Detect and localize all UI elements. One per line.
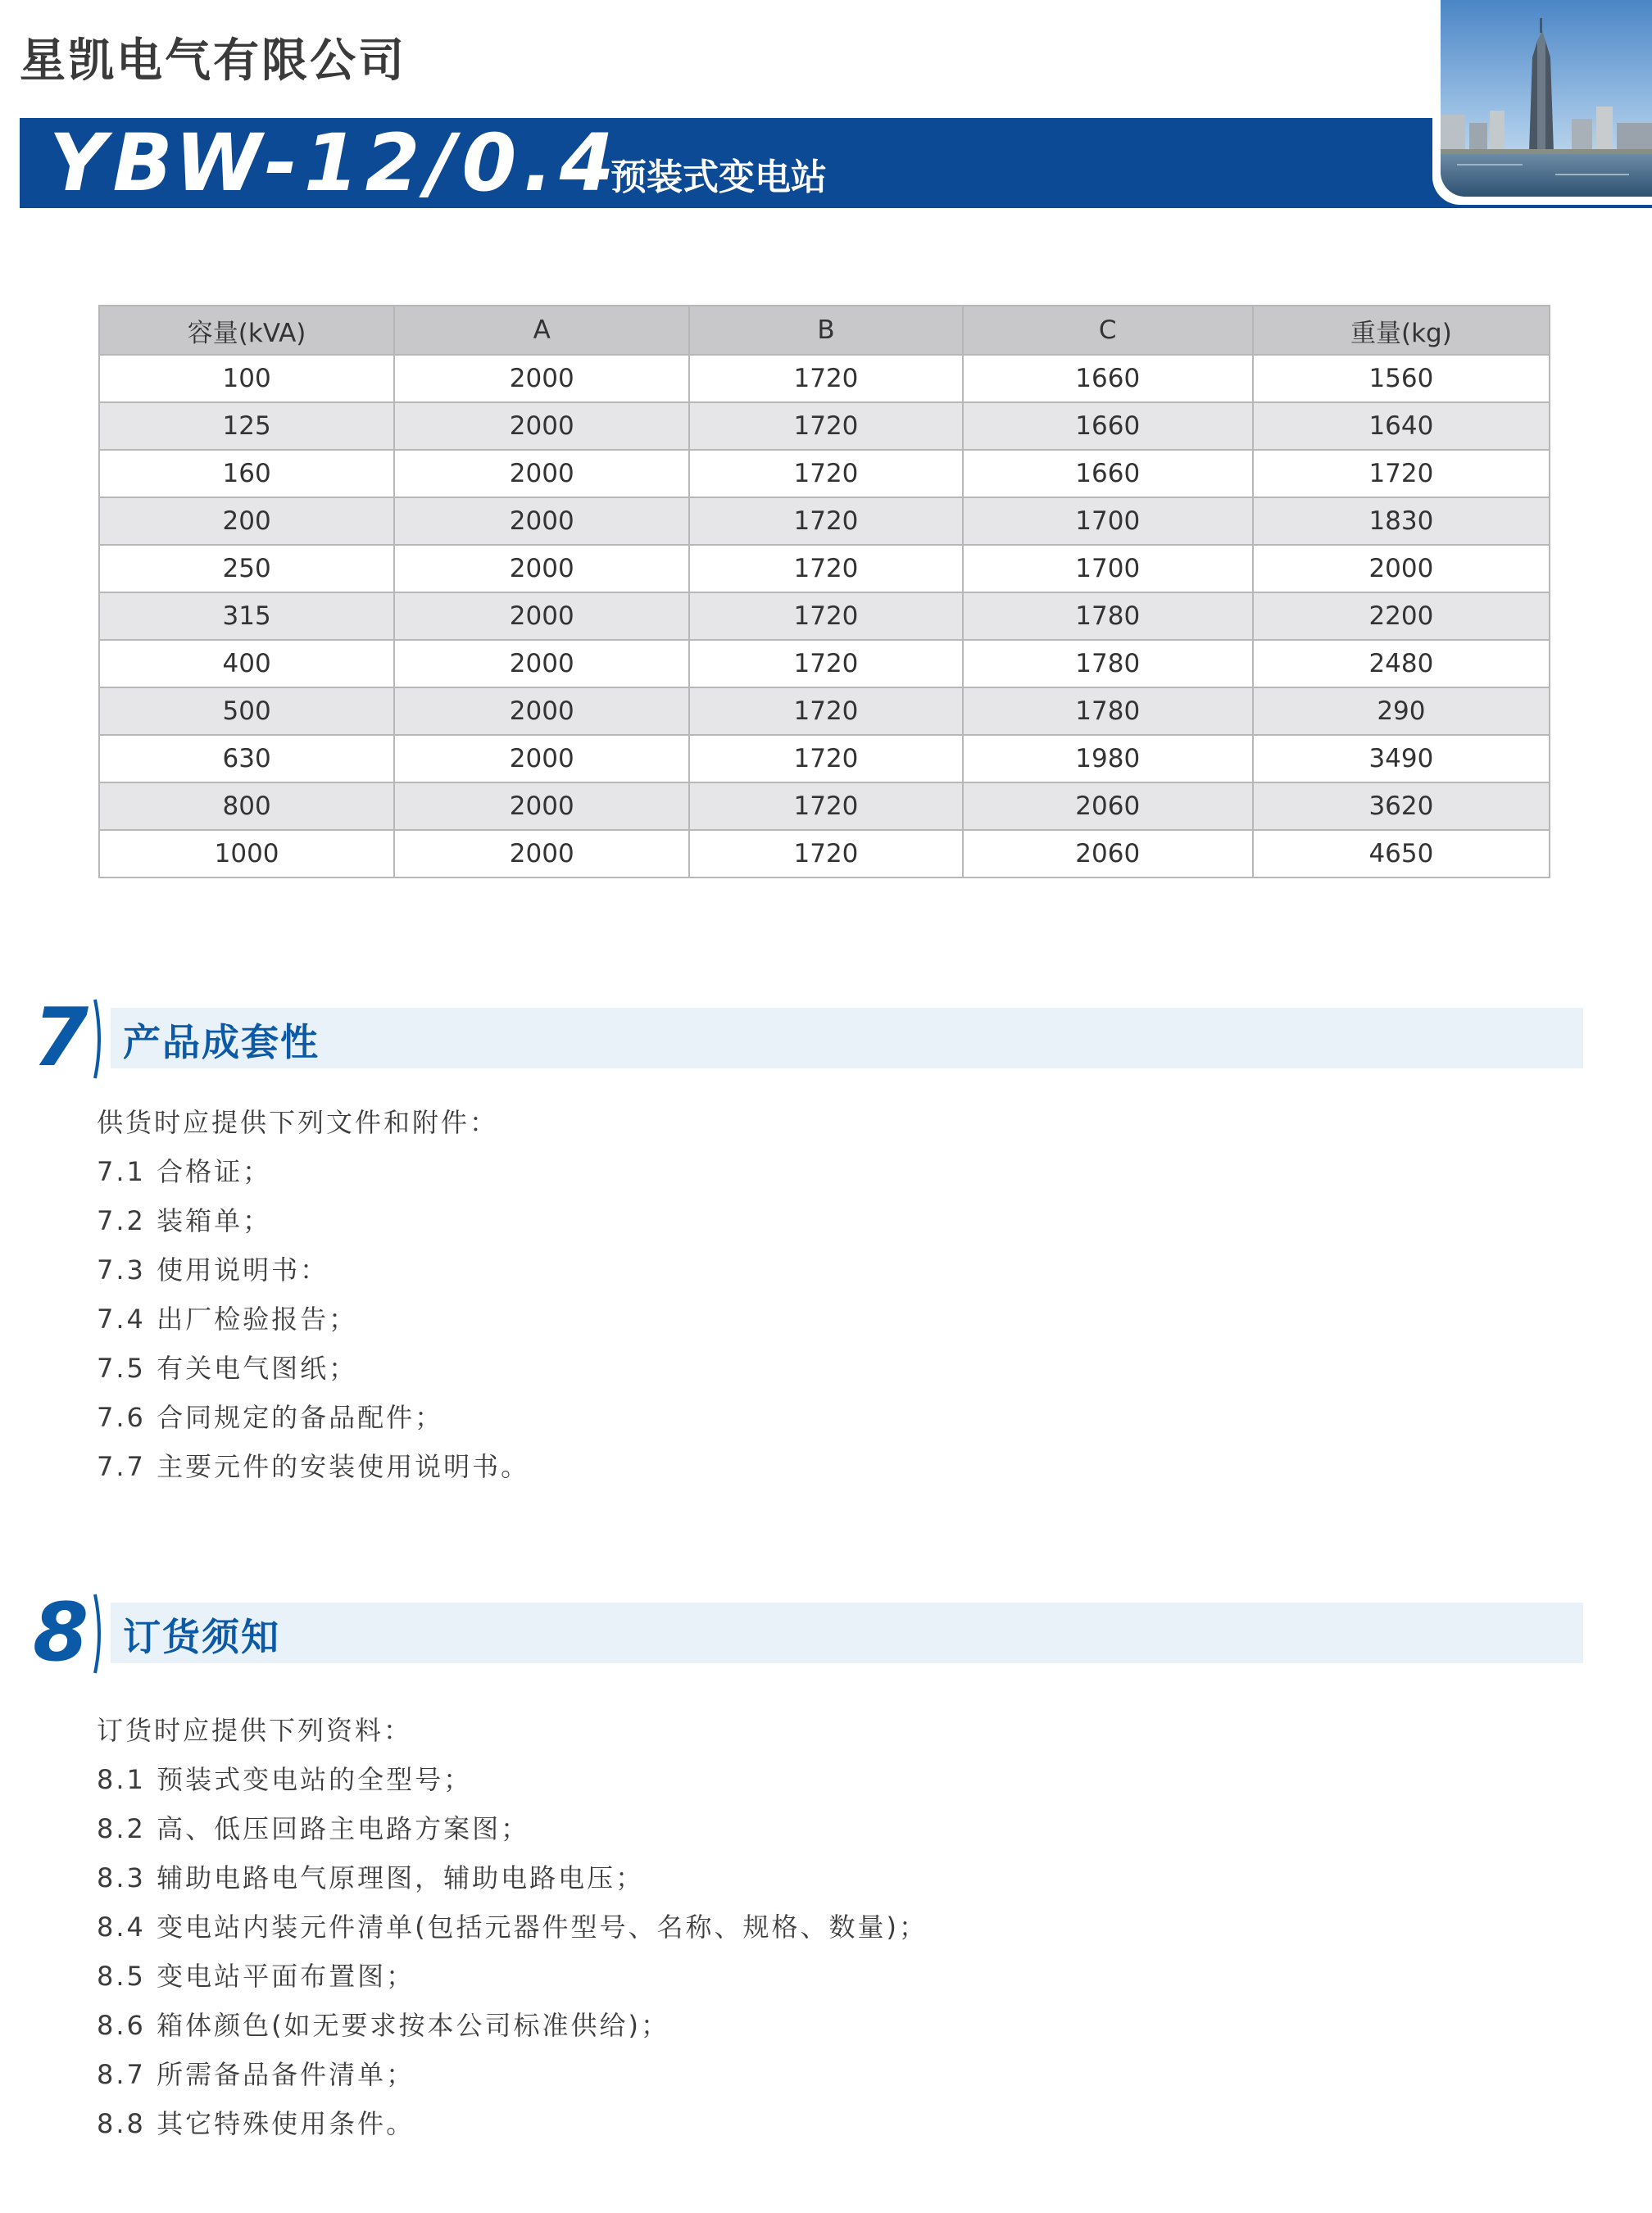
table-cell: 2000 [394,450,689,497]
table-cell: 1560 [1253,355,1550,402]
table-cell: 3620 [1253,782,1550,830]
table-cell: 2000 [394,735,689,782]
model-number: YBW-12/0.4 [49,117,621,209]
table-cell: 1660 [963,402,1253,450]
section-7-list [97,1098,529,1491]
table-cell: 1780 [963,592,1253,640]
section-bracket-icon [90,998,107,1080]
spec-table [98,305,1550,878]
table-cell: 1720 [689,497,962,545]
list-item: 8.1 预装式变电站的全型号； [97,1764,473,1795]
table-cell: 1720 [689,450,962,497]
column-header: 重量(kg) [1253,306,1550,355]
table-cell: 160 [99,450,394,497]
table-row [99,592,1550,640]
table-cell: 1660 [963,355,1253,402]
table-cell: 630 [99,735,394,782]
table-row [99,687,1550,735]
table-cell: 2000 [394,497,689,545]
table-cell: 2480 [1253,640,1550,687]
table-cell: 1720 [689,735,962,782]
table-cell: 1720 [689,782,962,830]
table-row [99,830,1550,877]
table-cell: 800 [99,782,394,830]
section-number: 7 [33,991,89,1085]
table-cell: 2060 [963,830,1253,877]
table-cell: 1700 [963,497,1253,545]
list-item: 7.5 有关电气图纸； [97,1353,358,1384]
table-cell: 2000 [394,782,689,830]
table-cell: 315 [99,592,394,640]
section-number: 8 [33,1586,89,1680]
list-item: 8.2 高、低压回路主电路方案图； [97,1813,530,1844]
list-item: 8.8 其它特殊使用条件。 [97,2108,415,2139]
table-cell: 4650 [1253,830,1550,877]
list-item: 8.3 辅助电路电气原理图，辅助电路电压； [97,1862,645,1893]
list-item: 8.6 箱体颜色(如无要求按本公司标准供给)； [97,2010,670,2041]
list-intro: 供货时应提供下列文件和附件： [97,1107,499,1138]
list-item: 7.2 装箱单； [97,1205,272,1236]
table-cell: 1780 [963,640,1253,687]
table-cell: 2000 [394,592,689,640]
table-cell: 1640 [1253,402,1550,450]
table-cell: 1720 [689,830,962,877]
table-cell: 250 [99,545,394,592]
table-cell: 1720 [689,355,962,402]
section-title: 产品成套性 [123,1020,320,1064]
table-row [99,450,1550,497]
table-row [99,355,1550,402]
table-row [99,545,1550,592]
city-skyline-image [1432,0,1652,205]
section-8-list [97,1706,928,2148]
table-cell: 2060 [963,782,1253,830]
table-cell: 400 [99,640,394,687]
company-name: 星凯电气有限公司 [20,34,406,88]
table-row [99,497,1550,545]
table-cell: 1980 [963,735,1253,782]
table-cell: 2000 [394,545,689,592]
list-item: 7.7 主要元件的安装使用说明书。 [97,1451,530,1482]
table-row [99,735,1550,782]
table-cell: 1720 [689,592,962,640]
table-cell: 1720 [689,687,962,735]
table-cell: 1720 [689,640,962,687]
table-cell: 1830 [1253,497,1550,545]
table-cell: 2000 [394,355,689,402]
column-header: B [689,306,962,355]
product-name: 预装式变电站 [610,156,827,198]
table-cell: 2000 [394,402,689,450]
table-cell: 1780 [963,687,1253,735]
table-cell: 200 [99,497,394,545]
table-cell: 125 [99,402,394,450]
table-row [99,782,1550,830]
table-cell: 1700 [963,545,1253,592]
table-row [99,402,1550,450]
table-cell: 2000 [394,687,689,735]
section-bracket-icon [90,1593,107,1675]
list-item: 8.5 变电站平面布置图； [97,1961,415,1992]
table-cell: 100 [99,355,394,402]
list-item: 7.1 合格证； [97,1156,272,1187]
table-cell: 290 [1253,687,1550,735]
list-item: 8.4 变电站内装元件清单(包括元器件型号、名称、规格、数量)； [97,1911,928,1943]
column-header: A [394,306,689,355]
list-item: 7.3 使用说明书： [97,1254,329,1286]
table-cell: 2000 [394,830,689,877]
table-cell: 1720 [1253,450,1550,497]
table-cell: 1720 [689,545,962,592]
table-header-row [99,306,1550,355]
table-cell: 2000 [394,640,689,687]
table-cell: 2200 [1253,592,1550,640]
list-item: 8.7 所需备品备件清单； [97,2059,415,2090]
column-header: 容量(kVA) [99,306,394,355]
list-intro: 订货时应提供下列资料： [97,1715,413,1746]
section-8-heading [33,1588,1550,1678]
table-cell: 2000 [1253,545,1550,592]
table-cell: 1000 [99,830,394,877]
list-item: 7.6 合同规定的备品配件； [97,1402,444,1433]
section-title: 订货须知 [123,1615,280,1659]
table-cell: 500 [99,687,394,735]
section-7-heading [33,993,1550,1083]
table-row [99,640,1550,687]
table-cell: 1720 [689,402,962,450]
list-item: 7.4 出厂检验报告； [97,1304,358,1335]
table-cell: 1660 [963,450,1253,497]
section-bar [111,1603,1583,1663]
column-header: C [963,306,1253,355]
table-cell: 3490 [1253,735,1550,782]
section-bar [111,1008,1583,1068]
